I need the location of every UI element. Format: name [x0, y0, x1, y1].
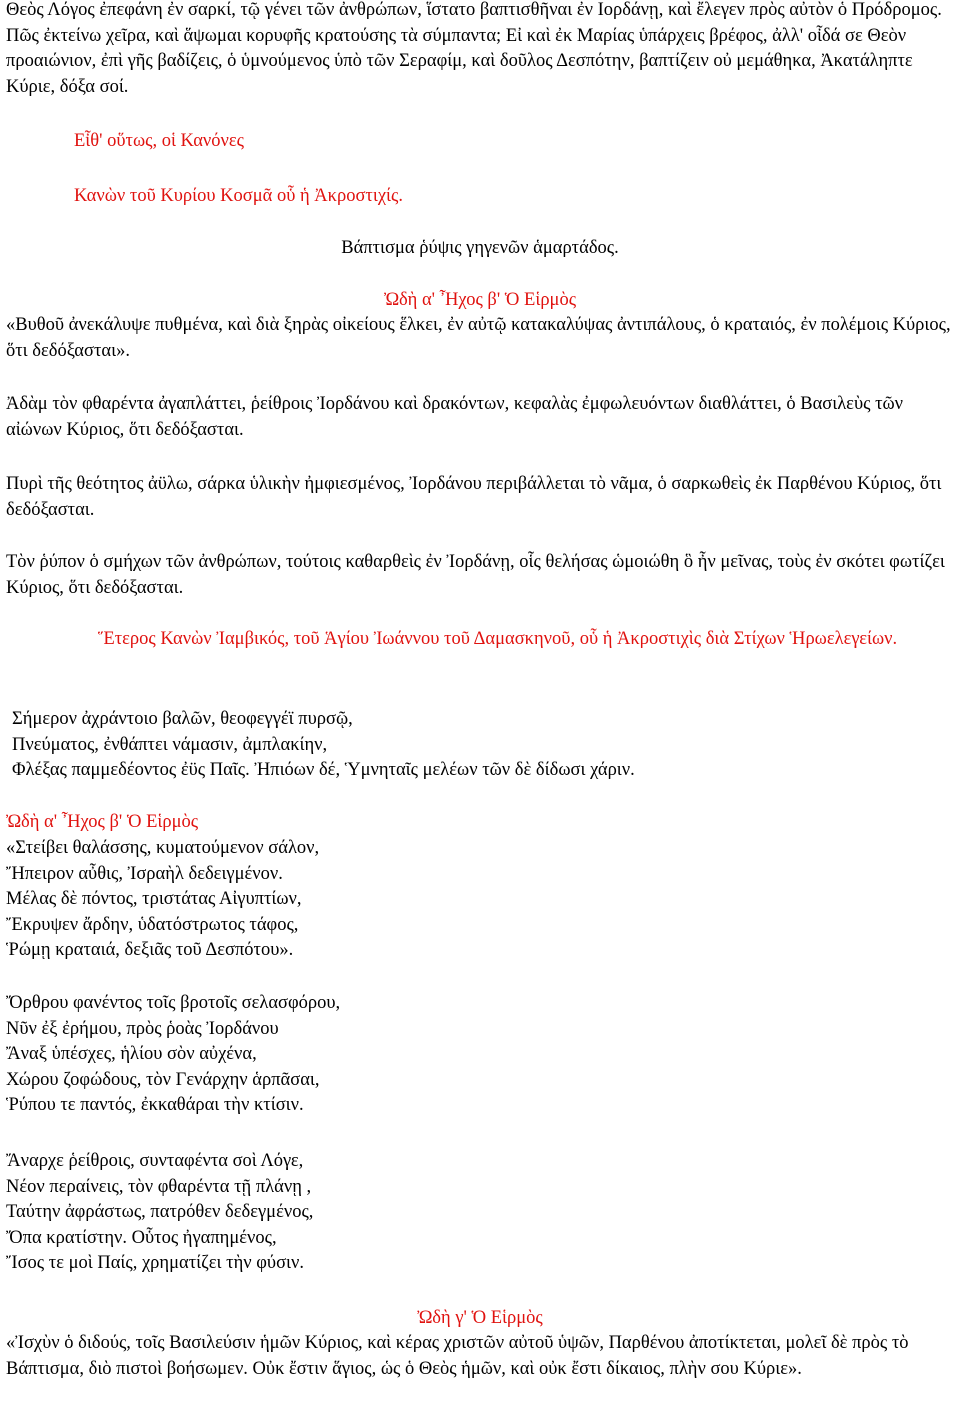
verse-line: Μέλας δὲ πόντος, τριστάτας Αἰγυπτίων, — [6, 889, 302, 909]
heading-canons: Εἶθ' οὕτως, οἱ Κανόνες — [74, 131, 244, 151]
ode1-irmos: «Βυθοῦ ἀνεκάλυψε πυθμένα, καὶ διὰ ξηρὰς οἰκείους ἕλκει, ἐν αὐτῷ κατακαλύψας ἀντιπάλους, ὁ κραταιός, ἐν πολέμοις Κύριος, ὅτι δεδόξασται». — [6, 315, 951, 361]
verse-line: Ἄναρχε ῥείθροις, συνταφέντα σοὶ Λόγε, — [6, 1151, 304, 1171]
verse-line: Ὄπα κρατίστην. Οὗτος ἠγαπημένος, — [6, 1227, 277, 1248]
ode1-heading: Ὠδὴ α' Ἦχος β' Ὁ Εἱρμὸς — [383, 290, 577, 310]
ode1b-heading: Ὠδὴ α' Ἦχος β' Ὁ Εἱρμὸς — [6, 812, 199, 832]
heading-acrostic: Κανὼν τοῦ Κυρίου Κοσμᾶ οὗ ἡ Ἀκροστιχίς. — [74, 186, 403, 206]
stanza-3 — [6, 1149, 952, 1277]
verse-line: Νέον περαίνεις, τὸν φθαρέντα τῇ πλάνῃ , — [6, 1176, 312, 1197]
acrostic-text: Βάπτισμα ῥύψις γηγενῶν ἁμαρτάδος. — [341, 238, 619, 258]
verse-line: Σήμερον ἀχράντοιο βαλῶν, θεοφεγγέϊ πυρσῷ, — [12, 709, 353, 729]
iambic-canon-heading: Ἕτερος Κανὼν Ἰαμβικός, τοῦ Ἁγίου Ἰωάννου τοῦ Δαμασκηνοῦ, οὗ ἡ Ἀκροστιχὶς διὰ Στίχων Ἡρωελεγείων. — [98, 629, 898, 649]
troparion-1: Ἀδὰμ τὸν φθαρέντα ἀγαπλάττει, ῥείθροις Ἰορδάνου καὶ δρακόντων, κεφαλὰς ἐμφωλευόντων διαθλάττει, ὁ Βασιλεὺς τῶν αἰώνων Κύριος, ὅτι δεδόξασται. — [6, 394, 904, 440]
verse-line: Χώρου ζοφώδους, τὸν Γενάρχην ἁρπᾶσαι, — [6, 1069, 320, 1090]
ode3-heading: Ὠδὴ γ' Ὁ Εἱρμὸς — [417, 1308, 543, 1328]
verse-line: Ὄρθρου φανέντος τοῖς βροτοῖς σελασφόρου, — [6, 993, 341, 1013]
verse-line: Φλέξας παμμεδέοντος ἐϋς Παῖς. Ἠπιόων δέ, Ὑμνηταῖς μελέων τῶν δὲ δίδωσι χάριν. — [12, 760, 635, 780]
verse-line: Ἤπειρον αὖθις, Ἰσραὴλ δεδειγμένον. — [6, 863, 283, 884]
verse-line: Νῦν ἐξ ἐρήμου, πρὸς ῥοὰς Ἰορδάνου — [6, 1018, 279, 1039]
stanza-2 — [6, 991, 952, 1119]
ode3-irmos: «Ἰσχὺν ὁ διδούς, τοῖς Βασιλεύσιν ἡμῶν Κύριος, καὶ κέρας χριστῶν αὐτοῦ ὑψῶν, Παρθένου ἀποτίκτεται, μολεῖ δὲ πρὸς τὸ Βάπτισμα, διὸ πιστοὶ βοήσωμεν. Οὐκ ἔστιν ἅγιος, ὡς ὁ Θεὸς ἡμῶν, καὶ οὐκ ἔστι δίκαιος, πλὴν σου Κύριε». — [6, 1333, 909, 1379]
verse-line: Ἔκρυψεν ἄρδην, ὑδατόστρωτος τάφος, — [6, 914, 299, 935]
verse-line: Ῥώμῃ κραταιά, δεξιᾶς τοῦ Δεσπότου». — [6, 940, 294, 960]
iambic-acrostic-verses — [6, 707, 952, 784]
troparion-3: Τὸν ῥύπον ὁ σμήχων τῶν ἀνθρώπων, τούτοις καθαρθεὶς ἐν Ἰορδάνῃ, οἷς θελήσας ὡμοιώθη ὃ ἦν μεῖνας, τοὺς ἐν σκότει φωτίζει Κύριος, ὅτι δεδόξασται. — [6, 552, 945, 598]
verse-line: Πνεύματος, ἐνθάπτει νάμασιν, ἀμπλακίην, — [12, 734, 328, 755]
ode1b-irmos — [6, 836, 952, 964]
troparion-2: Πυρὶ τῆς θεότητος ἀϋλω, σάρκα ὑλικὴν ἠμφιεσμένος, Ἰορδάνου περιβάλλεται τὸ νᾶμα, ὁ σαρκωθεὶς ἐκ Παρθένου Κύριος, ὅτι δεδόξασται. — [6, 474, 942, 520]
verse-line: Ἴσος τε μοὶ Παίς, χρηματίζει τὴν φύσιν. — [6, 1253, 305, 1273]
verse-line: Ἄναξ ὑπέσχες, ἡλίου σὸν αὐχένα, — [6, 1044, 257, 1064]
intro-paragraph: Θεὸς Λόγος ἐπεφάνη ἐν σαρκί, τῷ γένει τῶν ἀνθρώπων, ἵστατο βαπτισθῆναι ἐν Ιορδάνῃ, καὶ ἔλεγεν πρὸς αὐτὸν ὁ Πρόδρομος. Πῶς ἐκτείνω χεῖρα, καὶ ἅψωμαι κορυφῆς κρατούσης τὰ σύμπαντα; Εἰ καὶ ἐκ Μαρίας ὑπάρχεις βρέφος, ἀλλ' οἶδά σε Θεὸν προαιώνιον, ἐπὶ γῆς βαδίζεις, ὁ ὑμνούμενος ὑπὸ τῶν Σεραφίμ, καὶ δοῦλος Δεσπότην, βαπτίζειν οὐ μεμάθηκα, Ἀκατάληπτε Κύριε, δόξα σοί. — [6, 0, 942, 97]
verse-line: Ῥύπου τε παντός, ἐκκαθάραι τὴν κτίσιν. — [6, 1095, 304, 1115]
verse-line: «Στείβει θαλάσσης, κυματούμενον σάλον, — [6, 838, 320, 858]
verse-line: Ταύτην ἀφράστως, πατρόθεν δεδεγμένος, — [6, 1202, 314, 1222]
